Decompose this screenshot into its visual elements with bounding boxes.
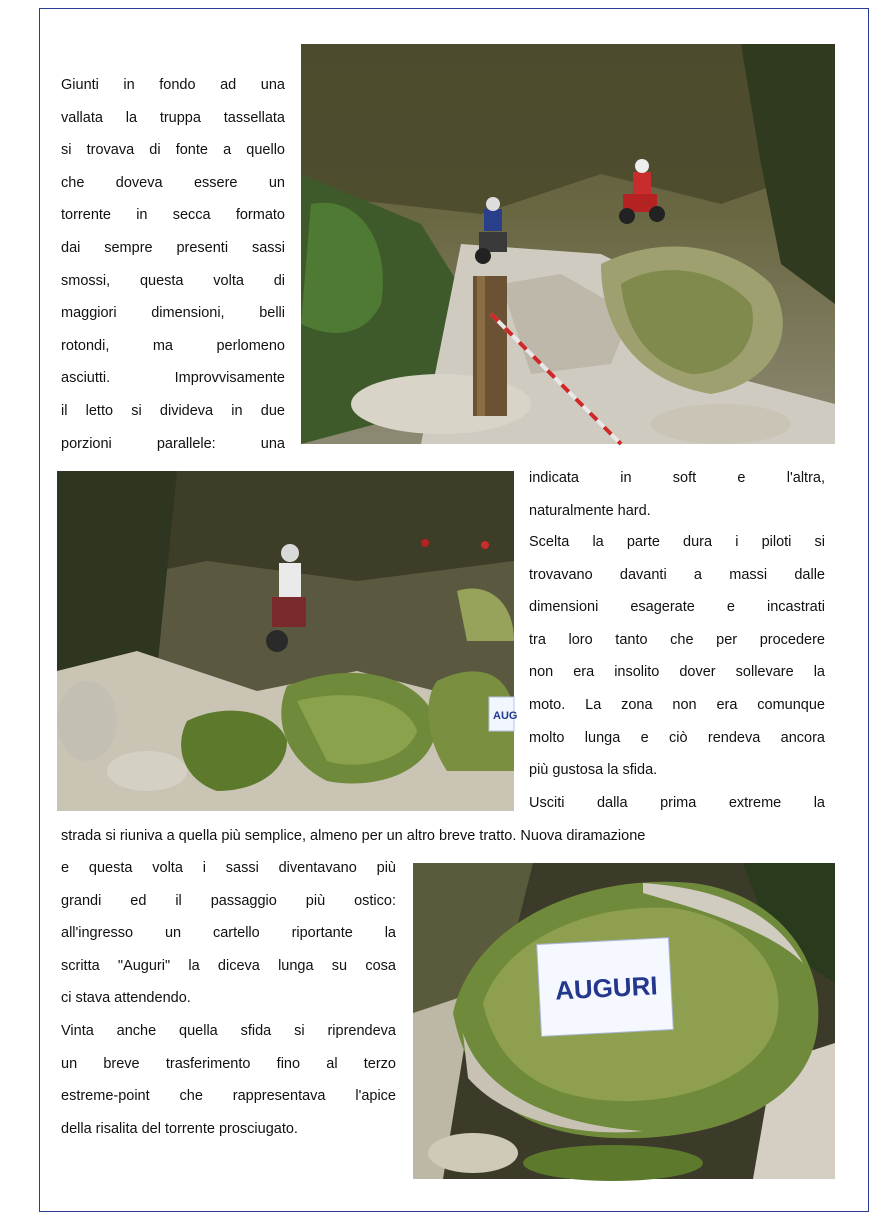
text-line: ci stava attendendo.: [61, 990, 191, 1007]
text-line: si trovava di fonte a quello: [61, 142, 285, 159]
text-line: vallata la truppa tassellata: [61, 109, 285, 126]
auguri-sign: [537, 938, 674, 1037]
text-line: Usciti dalla prima extreme la: [529, 795, 825, 811]
text-line: estreme-point che rappresentava l'apice: [61, 1088, 396, 1105]
photo-mossy-boulders: [57, 471, 518, 811]
text-line: Giunti in fondo ad una: [61, 77, 285, 93]
text-block-4b: [61, 820, 825, 853]
text-line: tra loro tanto che per procedere: [529, 631, 825, 648]
text-line: molto lunga e ciò rendeva ancora: [529, 729, 825, 746]
text-line: asciutti. Improvvisamente: [61, 370, 285, 387]
text-line: della risalita del torrente prosciugato.: [61, 1120, 298, 1137]
text-block-5: [61, 852, 396, 1015]
photo-riders-climbing: [301, 44, 835, 444]
sign-text: AUG: [493, 710, 518, 722]
text-line: torrente in secca formato: [61, 207, 285, 224]
text-line: Scelta la parte dura i piloti si: [529, 534, 825, 550]
text-line: Vinta anche quella sfida si riprendeva: [61, 1023, 396, 1039]
text-line: maggiori dimensioni, belli: [61, 305, 285, 322]
text-line: all'ingresso un cartello riportante la: [61, 925, 396, 942]
text-line: che doveva essere un: [61, 174, 285, 191]
text-line: rotondi, ma perlomeno: [61, 337, 285, 354]
text-line: porzioni parallele: una: [61, 435, 285, 452]
text-line: un breve trasferimento fino al terzo: [61, 1055, 396, 1072]
text-line: e questa volta i sassi diventavano più: [61, 860, 396, 876]
text-line: più gustosa la sfida.: [529, 762, 658, 779]
photo-auguri-boulder: [413, 863, 835, 1179]
text-line: il letto si divideva in due: [61, 402, 285, 419]
text-line: smossi, questa volta di: [61, 272, 285, 289]
text-line: trovavano davanti a massi dalle: [529, 566, 825, 583]
photo-auguri-boulder-image: [413, 863, 835, 1179]
text-block-3: [529, 526, 825, 787]
text-line: scritta "Auguri" la diceva lunga su cosa: [61, 957, 396, 974]
text-line: indicata in soft e l'altra,: [529, 470, 825, 486]
text-line: moto. La zona non era comunque: [529, 696, 825, 713]
text-line: dai sempre presenti sassi: [61, 239, 285, 256]
text-line: dimensioni esagerate e incastrati: [529, 599, 825, 616]
text-block-2: [529, 462, 825, 527]
text-block-1: [61, 69, 285, 460]
sign-text: AUGURI: [554, 970, 659, 1006]
text-line: naturalmente hard.: [529, 502, 651, 519]
text-block-4a: [529, 787, 825, 820]
photo-riders-climbing-image: [301, 44, 835, 444]
text-block-6: [61, 1015, 396, 1145]
text-line: grandi ed il passaggio più ostico:: [61, 892, 396, 909]
text-line: non era insolito dover sollevare la: [529, 664, 825, 681]
photo-mossy-boulders-image: [57, 471, 518, 811]
text-line: strada si riuniva a quella più semplice, almeno per un altro breve tratto. Nuova diramazione: [61, 828, 646, 844]
